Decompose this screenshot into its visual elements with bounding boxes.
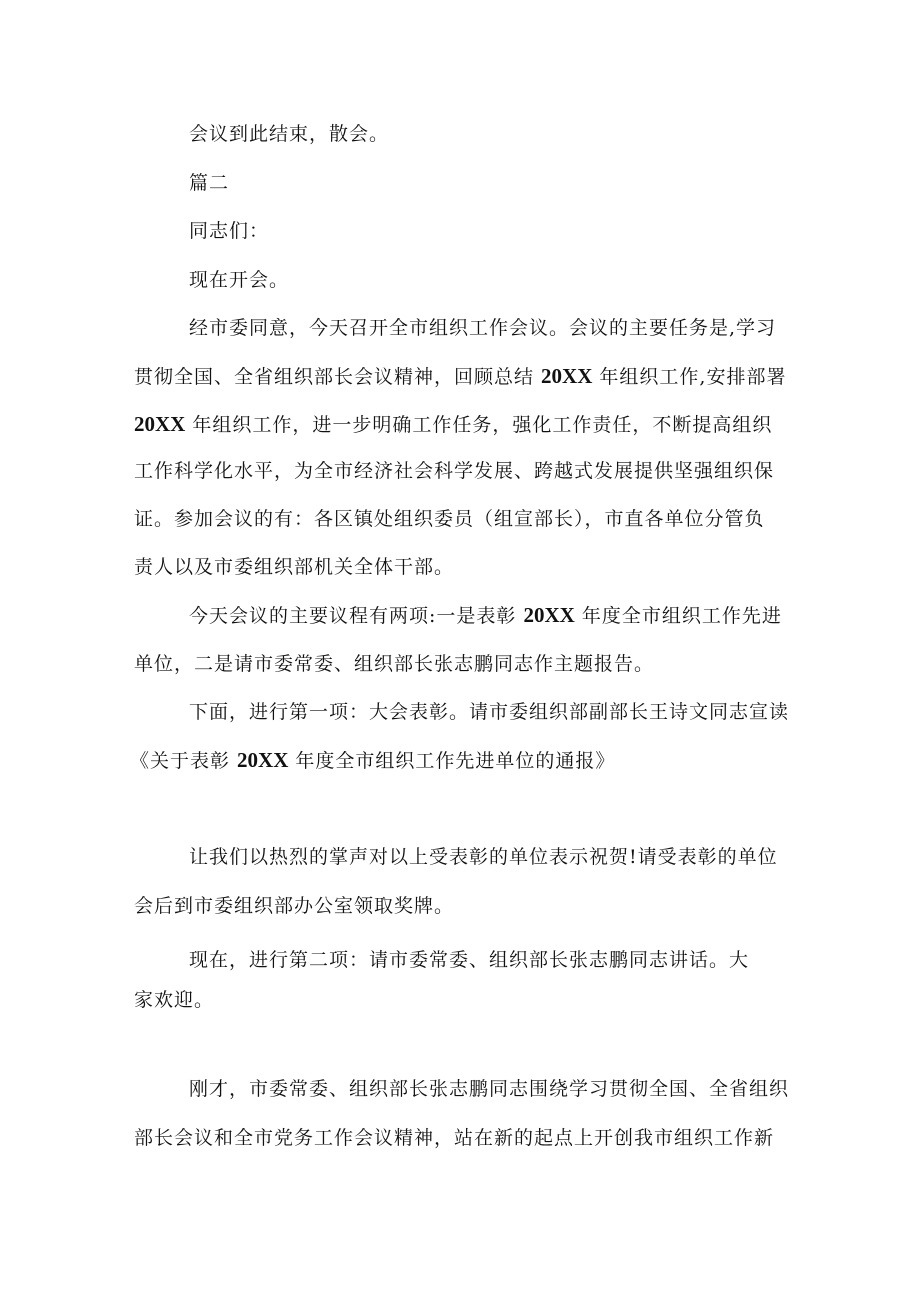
- text-line: 现在，进行第二项：请市委常委、组织部长张志鹏同志讲话。大: [189, 949, 750, 971]
- text-line: 单位，二是请市委常委、组织部长张志鹏同志作主题报告。: [134, 653, 655, 675]
- text-line: 《关于表彰 20XX 年度全市组织工作先进单位的通报》: [130, 748, 616, 772]
- year-placeholder: 20XX: [237, 748, 289, 772]
- text-line: 贯彻全国、全省组织部长会议精神，回顾总结 20XX 年组织工作,安排部署: [134, 364, 787, 388]
- section-heading: 篇二: [189, 172, 230, 194]
- year-placeholder: 20XX: [134, 412, 186, 436]
- text-line: 现在开会。: [189, 269, 290, 291]
- year-placeholder: 20XX: [541, 364, 593, 388]
- text-line: 让我们以热烈的掌声对以上受表彰的单位表示祝贺!请受表彰的单位: [189, 846, 778, 868]
- text-line: 会议到此结束，散会。: [189, 123, 390, 145]
- text-line: 20XX 年组织工作，进一步明确工作任务，强化工作责任，不断提高组织: [134, 412, 773, 436]
- text-line: 家欢迎。: [134, 989, 215, 1011]
- text-line: 经市委同意，今天召开全市组织工作会议。会议的主要任务是,学习: [189, 317, 777, 339]
- text-line: 会后到市委组织部办公室领取奖牌。: [134, 895, 455, 917]
- text-line: 工作科学化水平，为全市经济社会科学发展、跨越式发展提供坚强组织保: [134, 460, 775, 482]
- text-line: 下面，进行第一项：大会表彰。请市委组织部副部长王诗文同志宣读: [189, 701, 790, 723]
- year-placeholder: 20XX: [523, 603, 575, 627]
- text-line: 责人以及市委组织部机关全体干部。: [134, 556, 455, 578]
- text-line: 刚才，市委常委、组织部长张志鹏同志围绕学习贯彻全国、全省组织: [189, 1078, 790, 1100]
- salutation: 同志们：: [189, 220, 270, 242]
- text-line: 部长会议和全市党务工作会议精神，站在新的起点上开创我市组织工作新: [134, 1127, 775, 1149]
- text-line: 证。参加会议的有：各区镇处组织委员（组宣部长），市直各单位分管负: [134, 508, 765, 530]
- text-line: 今天会议的主要议程有两项:一是表彰 20XX 年度全市组织工作先进: [189, 603, 782, 627]
